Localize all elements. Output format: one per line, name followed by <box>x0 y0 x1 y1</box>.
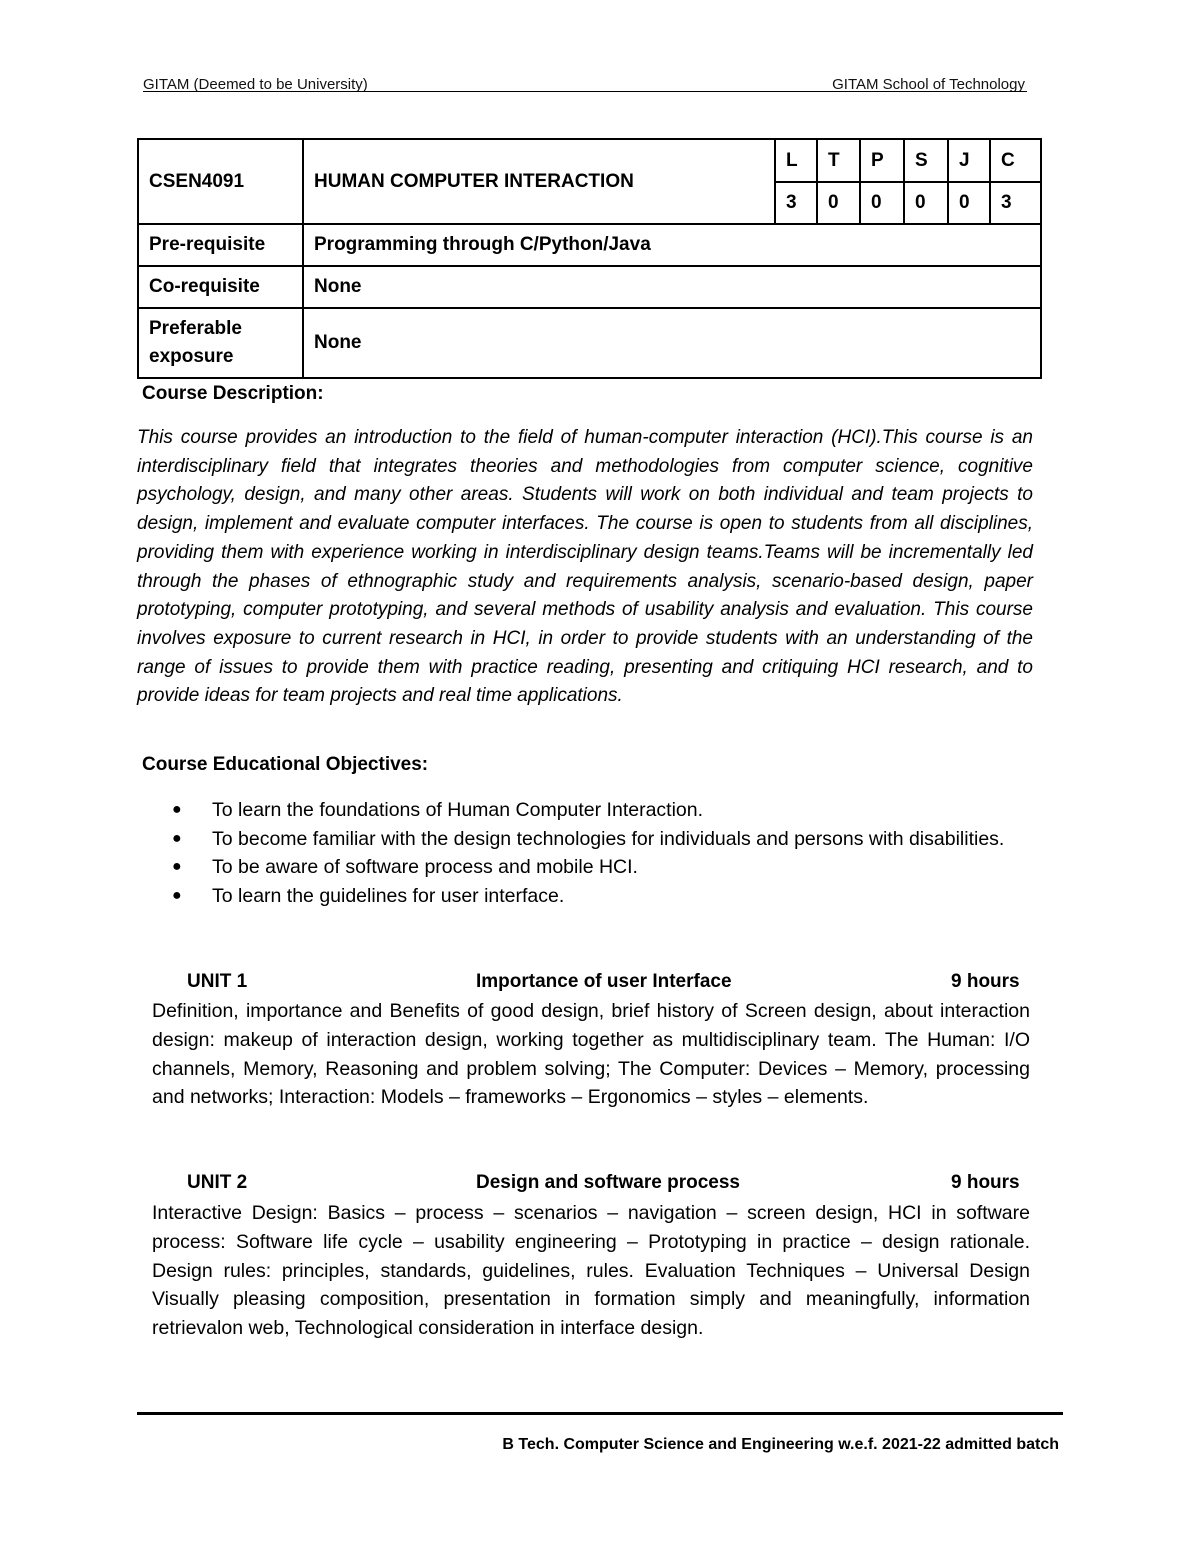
credit-label-t: T <box>817 139 860 182</box>
unit-1-label: UNIT 1 <box>187 971 248 992</box>
preferable-exposure-value: None <box>303 308 1041 378</box>
credit-label-j: J <box>948 139 990 182</box>
objective-item: ● To be aware of software process and mobile HCI. <box>180 853 1060 882</box>
course-info-table <box>137 138 1042 379</box>
credit-label-l: L <box>775 139 817 182</box>
objectives-list <box>172 796 1060 910</box>
course-code: CSEN4091 <box>138 139 303 224</box>
course-title: HUMAN COMPUTER INTERACTION <box>303 139 775 224</box>
header-rule <box>143 91 1027 92</box>
corequisite-label: Co-requisite <box>138 266 303 308</box>
credit-value-c: 3 <box>990 182 1041 224</box>
credit-value-p: 0 <box>860 182 904 224</box>
corequisite-value: None <box>303 266 1041 308</box>
course-description-heading: Course Description: <box>142 383 324 404</box>
course-description-text: This course provides an introduction to the field of human-computer interaction (HCI).This course is an interdisciplinary field that integrates theories and methodologies from computer science, cognitive psychology, design, and many other areas. Students will work on both individual and team projects to design, implement and evaluate computer interfaces. The course is open to students from all disciplines, providing them with experience working in interdisciplinary design teams.Teams will be incrementally led through the phases of ethnographic study and requirements analysis, scenario-based design, paper prototyping, computer prototyping, and several methods of usability analysis and evaluation. This course involves exposure to current research in HCI, in order to provide students with an understanding of the range of issues to provide them with practice reading, presenting and critiquing HCI research, and to provide ideas for team projects and real time applications. <box>137 427 1033 707</box>
preferable-label-line2: exposure <box>149 346 234 367</box>
preferable-exposure-label <box>138 308 303 378</box>
credit-label-s: S <box>904 139 948 182</box>
unit-1-body: Definition, importance and Benefits of good design, brief history of Screen design, about interaction design: makeup of interaction design, working together as multidisciplinary team. The Human: I/O channels, Memory, Reasoning and problem solving; The Computer: Devices – Memory, processing and networks; Interaction: Models – frameworks – Ergonomics – styles – elements. <box>152 1000 1030 1109</box>
credit-label-c: C <box>990 139 1041 182</box>
credit-value-j: 0 <box>948 182 990 224</box>
bullet-icon: ● <box>172 858 182 875</box>
credit-value-s: 0 <box>904 182 948 224</box>
credit-value-l: 3 <box>775 182 817 224</box>
preferable-label-line1: Preferable <box>149 318 242 339</box>
prerequisite-value: Programming through C/Python/Java <box>303 224 1041 266</box>
prerequisite-label: Pre-requisite <box>138 224 303 266</box>
bullet-icon: ● <box>172 801 182 818</box>
header-university: GITAM (Deemed to be University) <box>143 76 368 93</box>
unit-1-hours: 9 hours <box>951 971 1020 992</box>
footer-rule <box>137 1412 1063 1415</box>
bullet-icon: ● <box>172 829 182 847</box>
footer-text: B Tech. Computer Science and Engineering w.e.f. 2021-22 admitted batch <box>502 1436 1059 1453</box>
objective-item: ● To learn the foundations of Human Computer Interaction. <box>180 796 1060 825</box>
bullet-icon: ● <box>172 886 182 904</box>
objective-item: ● To learn the guidelines for user interface. <box>180 882 1060 911</box>
objectives-heading: Course Educational Objectives: <box>142 754 429 775</box>
unit-2-title: Design and software process <box>476 1172 740 1193</box>
header-school: GITAM School of Technology <box>832 76 1025 93</box>
credit-label-p: P <box>860 139 904 182</box>
unit-2-label: UNIT 2 <box>187 1172 248 1193</box>
unit-2-hours: 9 hours <box>951 1172 1020 1193</box>
unit-2-body: Interactive Design: Basics – process – scenarios – navigation – screen design, HCI in software process: Software life cycle – usability engineering – Prototyping in practice – design rationale. Design rules: principles, standards, guidelines, rules. Evaluation Techniques – Universal Design Visually pleasing composition, presentation in formation simply and meaningfully, information retrievalon web, Technological consideration in interface design. <box>152 1202 1030 1340</box>
unit-1-title: Importance of user Interface <box>476 971 732 992</box>
credit-value-t: 0 <box>817 182 860 224</box>
objective-item: ● To become familiar with the design technologies for individuals and persons with disabilities. <box>180 825 1060 854</box>
